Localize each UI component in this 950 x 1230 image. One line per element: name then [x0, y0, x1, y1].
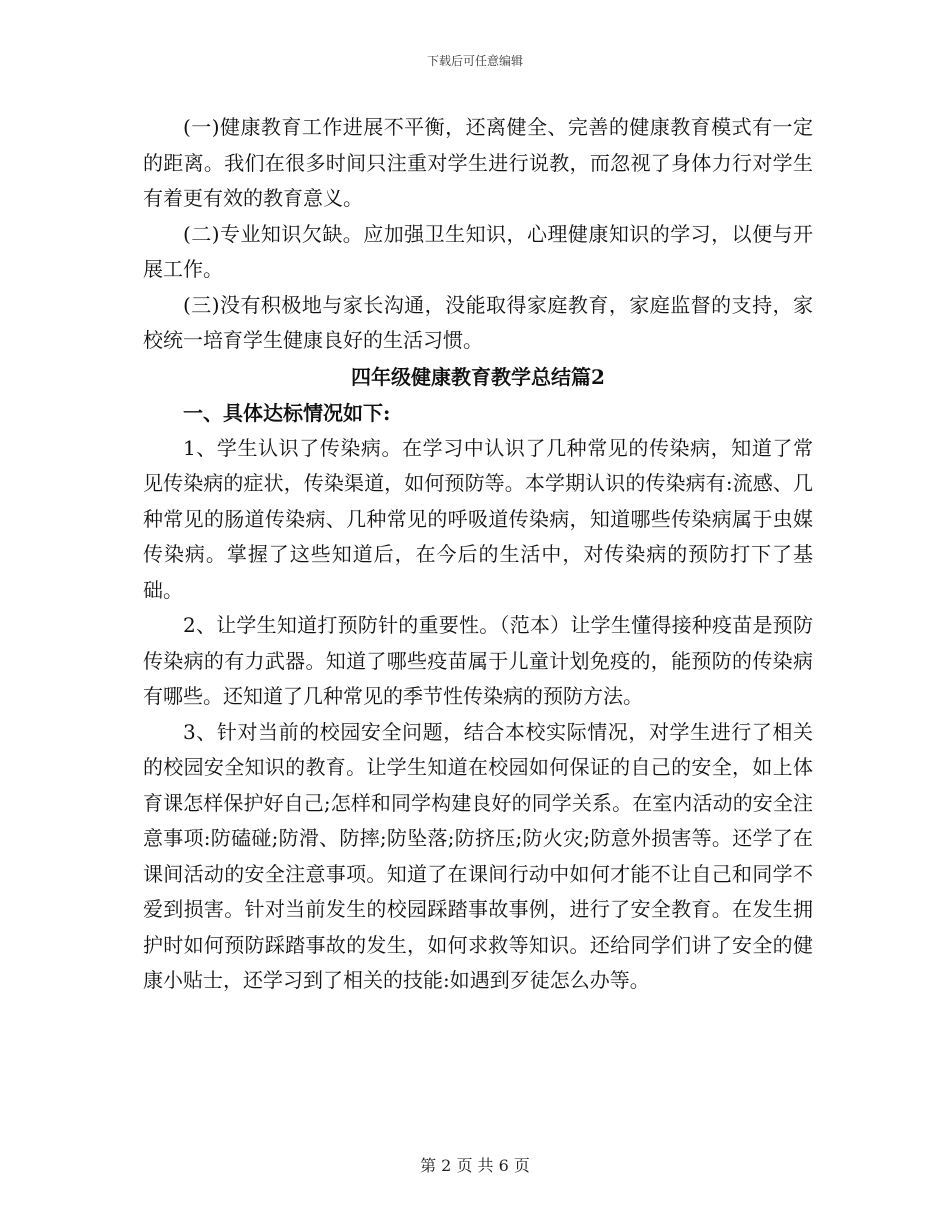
- paragraph-issue-3: (三)没有积极地与家长沟通，没能取得家庭教育，家庭监督的支持，家校统一培育学生健康良好的生活习惯。: [143, 292, 813, 352]
- paragraph-item-1: 1、学生认识了传染病。在学习中认识了几种常见的传染病，知道了常见传染病的症状，传染渠道，如何预防等。本学期认识的传染病有:流感、几种常见的肠道传染病、几种常见的呼吸道传染病，知道哪些传染病属于虫媒传染病。掌握了这些知道后，在今后的生活中，对传染病的预防打下了基础。: [143, 435, 813, 602]
- paragraph-item-3: 3、针对当前的校园安全问题，结合本校实际情况，对学生进行了相关的校园安全知识的教育。让学生知道在校园如何保证的自己的安全，如上体育课怎样保护好自己;怎样和同学构建良好的同学关系。在室内活动的安全注意事项:防磕碰;防滑、防摔;防坠落;防挤压;防火灾;防意外损害等。还学了在课间活动的安全注意事项。知道了在课间行动中如何才能不让自己和同学不爱到损害。针对当前发生的校园踩踏事故事例，进行了安全教育。在发生拥护时如何预防踩踏事故的发生，如何求救等知识。还给同学们讲了安全的健康小贴士，还学习到了相关的技能:如遇到歹徒怎么办等。: [143, 719, 813, 992]
- document-body: [143, 110, 813, 999]
- paragraph-issue-2: (二)专业知识欠缺。应加强卫生知识，心理健康知识的学习，以便与开展工作。: [143, 221, 813, 281]
- page-header: 下载后可任意编辑: [426, 54, 523, 68]
- section-subheading: 一、具体达标情况如下:: [183, 400, 391, 425]
- section-title: 四年级健康教育教学总结篇2: [351, 364, 605, 389]
- page-footer: 第 2 页 共 6 页: [420, 1156, 530, 1175]
- paragraph-issue-1: (一)健康教育工作进展不平衡，还离健全、完善的健康教育模式有一定的距离。我们在很多时间只注重对学生进行说教，而忽视了身体力行对学生有着更有效的教育意义。: [143, 115, 813, 210]
- paragraph-item-2: 2、让学生知道打预防针的重要性。（范本）让学生懂得接种疫苗是预防传染病的有力武器。知道了哪些疫苗属于儿童计划免疫的，能预防的传染病有哪些。还知道了几种常见的季节性传染病的预防方法。: [143, 613, 813, 708]
